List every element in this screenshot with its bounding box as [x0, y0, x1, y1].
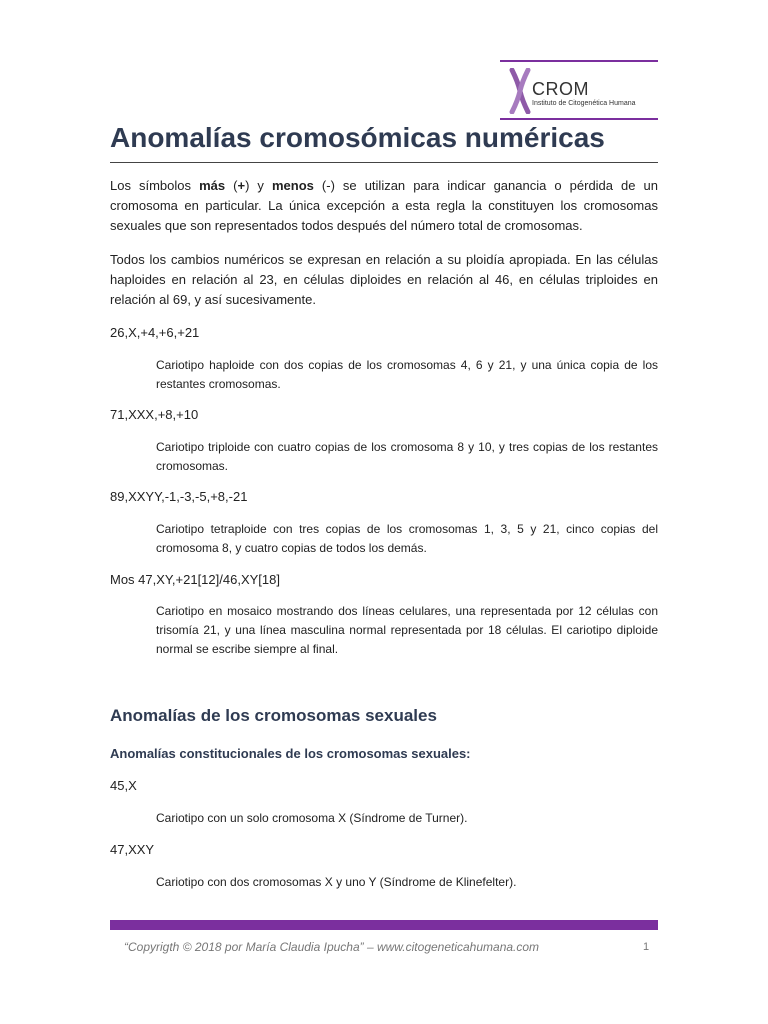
intro-paragraph-1: Los símbolos más (+) y menos (-) se utilizan para indicar ganancia o pérdida de un cromosoma en particular. La única excepción a esta regla la constituyen los cromosomas sexuales que son representados todos después del número total de cromosomas. — [110, 178, 659, 233]
page-number: 1 — [643, 941, 650, 953]
karyotype-code: Mos 47,XY,+21[12]/46,XY[18] — [110, 572, 280, 587]
karyotype-code: 45,X — [110, 778, 137, 793]
karyotype-code: 47,XXY — [110, 842, 155, 857]
karyotype-description: Cariotipo con dos cromosomas X y uno Y (Síndrome de Klinefelter). — [156, 875, 517, 889]
karyotype-description: Cariotipo triploide con cuatro copias de los cromosoma 8 y 10, y tres copias de los restantes cromosomas. — [156, 440, 658, 473]
karyotype-code: 89,XXYY,-1,-3,-5,+8,-21 — [110, 489, 248, 504]
intro-paragraph-2: Todos los cambios numéricos se expresan en relación a su ploidía apropiada. En las células haploides en relación al 23, en células diploides en relación al 46, en células triploides en relación al 69, y así sucesivamente. — [110, 252, 658, 307]
logo — [500, 60, 658, 120]
karyotype-code: 71,XXX,+8,+10 — [110, 407, 199, 422]
karyotype-description: Cariotipo en mosaico mostrando dos líneas celulares, una representada por 12 células con trisomía 21, y una línea masculina normal representada por 18 células. El cariotipo diploide normal se escribe siempre al final. — [156, 604, 658, 656]
footer-copyright: “Copyrigth © 2018 por María Claudia Ipucha” – www.citogeneticahumana.com — [124, 940, 540, 954]
karyotype-description: Cariotipo tetraploide con tres copias de los cromosomas 1, 3, 5 y 21, cinco copias del cromosoma 8, y cuatro copias de todos los demás. — [156, 522, 658, 555]
karyotype-description: Cariotipo haploide con dos copias de los cromosomas 4, 6 y 21, y una única copia de los restantes cromosomas. — [156, 358, 658, 391]
logo-subtitle: Instituto de Citogenética Humana — [532, 100, 636, 107]
chromosome-icon — [508, 68, 532, 114]
title-divider — [110, 162, 658, 163]
section-heading: Anomalías de los cromosomas sexuales — [110, 706, 437, 725]
footer-bar — [110, 920, 658, 930]
logo-name: CROM — [532, 79, 589, 99]
section-subheading: Anomalías constitucionales de los cromosomas sexuales: — [110, 746, 471, 761]
page-title: Anomalías cromosómicas numéricas — [110, 122, 605, 153]
karyotype-code: 26,X,+4,+6,+21 — [110, 325, 200, 340]
karyotype-description: Cariotipo con un solo cromosoma X (Síndrome de Turner). — [156, 811, 468, 825]
